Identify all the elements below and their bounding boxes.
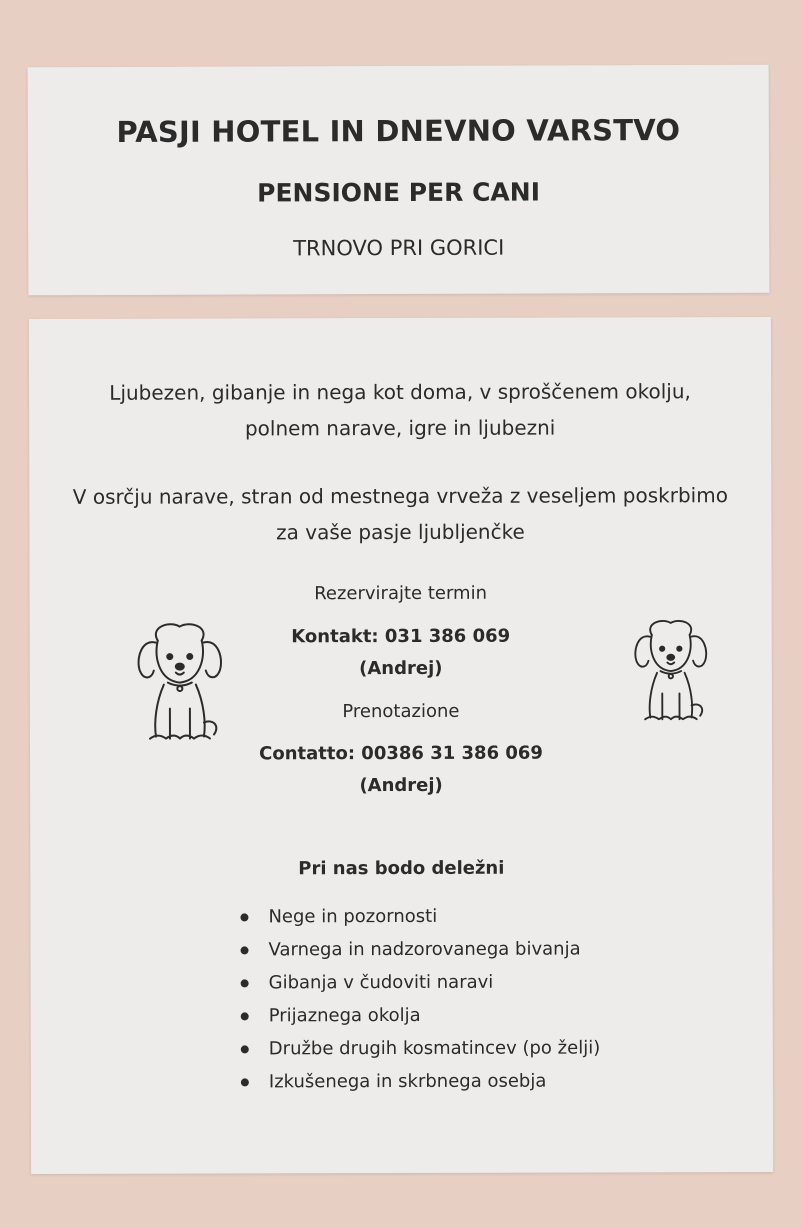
contact-phone-it: Contatto: 00386 31 386 069 (259, 742, 543, 765)
intro-paragraph-2 (29, 477, 771, 551)
subtitle: PENSIONE PER CANI (257, 177, 541, 208)
dog-left-icon (130, 618, 230, 743)
intro-line: polnem narave, igre in ljubezni (244, 415, 556, 441)
list-item (241, 1031, 601, 1065)
features-title: Pri nas bodo deležni (298, 857, 505, 880)
list-item-label: Gibanja v čudoviti naravi (268, 971, 494, 994)
list-item-label: Izkušenega in skrbnega osebja (268, 1070, 547, 1093)
dog-right-icon (628, 612, 714, 727)
list-item-label: Varnega in nadzorovanega bivanja (268, 938, 581, 961)
bullet-icon (241, 946, 249, 954)
bullet-icon (241, 1045, 249, 1053)
list-item (241, 965, 601, 999)
list-item (241, 1064, 601, 1098)
location: TRNOVO PRI GORICI (293, 235, 505, 261)
list-item-label: Prijaznega okolja (268, 1004, 421, 1027)
list-item (240, 932, 600, 966)
bullet-icon (240, 913, 248, 921)
reserve-label: Rezervirajte termin (314, 582, 488, 605)
intro-paragraph-1 (29, 373, 771, 447)
intro-line: Ljubezen, gibanje in nega kot doma, v sproščenem okolju, (109, 379, 691, 405)
list-item (240, 899, 600, 933)
contact-name-sl: (Andrej) (359, 657, 443, 680)
bullet-icon (241, 1012, 249, 1020)
header-card (28, 65, 770, 296)
features-list (240, 899, 600, 1098)
reserve-label-it: Prenotazione (342, 700, 460, 723)
contact-name-it: (Andrej) (359, 774, 443, 797)
main-card (29, 317, 773, 1174)
intro-line: za vaše pasje ljubljenčke (276, 519, 525, 545)
bullet-icon (241, 1078, 249, 1086)
bullet-icon (241, 979, 249, 987)
list-item-label: Družbe drugih kosmatincev (po želji) (268, 1037, 601, 1060)
list-item (241, 998, 601, 1032)
contact-phone-sl: Kontakt: 031 386 069 (291, 625, 511, 648)
intro-line: V osrčju narave, stran od mestnega vrveža z veseljem poskrbimo (72, 483, 728, 509)
main-title: PASJI HOTEL IN DNEVNO VARSTVO (116, 113, 681, 149)
list-item-label: Nege in pozornosti (268, 905, 438, 928)
